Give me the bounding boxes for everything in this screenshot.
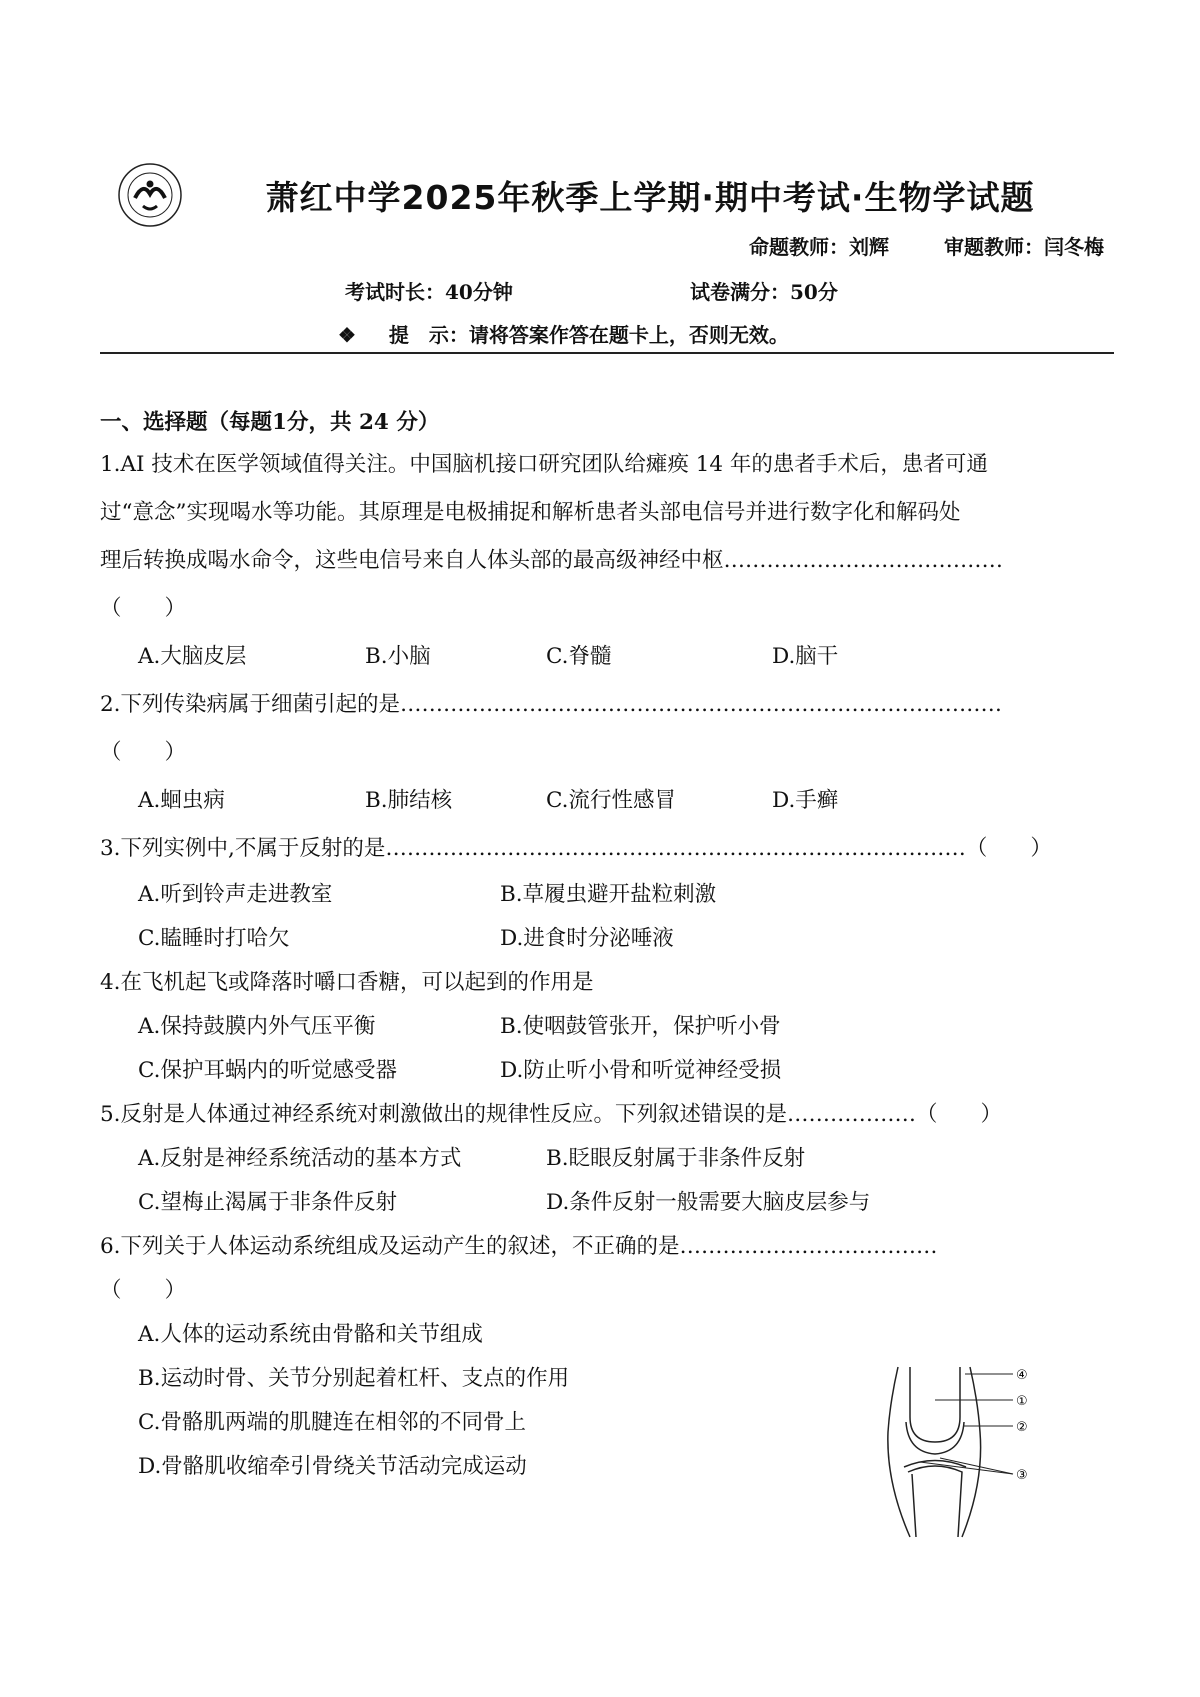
answer-paren: （ ） (100, 596, 187, 621)
upper-bone (910, 1367, 960, 1442)
option-c: C.望梅止渴属于非条件反射 (138, 1190, 398, 1215)
option-c: C.保护耳蜗内的听觉感受器 (138, 1058, 398, 1083)
option-c: C.瞌睡时打哈欠 (138, 926, 290, 951)
option-b: B.肺结核 (365, 788, 453, 813)
option-d: D.骨骼肌收缩牵引骨绕关节活动完成运动 (138, 1454, 527, 1479)
figure-label-2: ② (1016, 1420, 1028, 1435)
option-d: D.进食时分泌唾液 (500, 926, 674, 951)
tip-text: 提 示：请将答案作答在题卡上，否则无效。 (388, 323, 789, 347)
option-a: A.反射是神经系统活动的基本方式 (138, 1146, 462, 1171)
question-text: 过“意念”实现喝水等功能。其原理是电极捕捉和解析患者头部电信号并进行数字化和解码处 (100, 500, 961, 525)
question-2 (100, 681, 1114, 825)
question-4 (100, 961, 1114, 1093)
option-d: D.条件反射一般需要大脑皮层参与 (546, 1190, 871, 1215)
page-title: 萧红中学2025年秋季上学期·期中考试·生物学试题 (265, 178, 1035, 217)
option-b: B.小脑 (365, 644, 431, 669)
figure-label-3: ③ (1016, 1468, 1028, 1483)
lower-bone (908, 1466, 962, 1537)
option-a: A.保持鼓膜内外气压平衡 (138, 1014, 376, 1039)
options-row (100, 1049, 1114, 1093)
option-d: D.手癣 (772, 788, 839, 813)
question-5 (100, 1093, 1114, 1225)
figure-label-1: ① (1016, 1394, 1028, 1409)
question-text: 理后转换成喝水命令，这些电信号来自人体头部的最高级神经中枢………………………………… (100, 548, 1004, 573)
option-c: C.流行性感冒 (546, 788, 677, 813)
options-row (100, 777, 1114, 825)
question-text: 2.下列传染病属于细菌引起的是………………………………………………………………………… (100, 692, 1003, 717)
option-a: A.蛔虫病 (138, 788, 225, 813)
header-divider (100, 352, 1114, 354)
diamond-icon: ❖ (338, 323, 356, 347)
option-a: A.人体的运动系统由骨骼和关节组成 (138, 1322, 483, 1347)
options-row (100, 1313, 1114, 1357)
joint-cartilage-upper (906, 1422, 964, 1454)
options-row (100, 1181, 1114, 1225)
question-text: 4.在飞机起飞或降落时嚼口香糖，可以起到的作用是 (100, 970, 594, 995)
options-row (100, 1005, 1114, 1049)
option-c: C.脊髓 (546, 644, 612, 669)
options-row (100, 873, 1114, 917)
question-1 (100, 441, 1114, 681)
question-text: 6.下列关于人体运动系统组成及运动产生的叙述，不正确的是……………………………… (100, 1234, 938, 1259)
option-d: D.脑干 (772, 644, 839, 669)
teacher-info (701, 231, 1104, 260)
option-b: B.草履虫避开盐粒刺激 (500, 882, 717, 907)
setter-label: 命题教师：刘辉 (749, 235, 890, 259)
option-b: B.眨眼反射属于非条件反射 (546, 1146, 806, 1171)
answer-paren: （ ） (100, 1278, 187, 1303)
option-b: B.使咽鼓管张开，保护听小骨 (500, 1014, 781, 1039)
option-b: B.运动时骨、关节分别起着杠杆、支点的作用 (138, 1366, 570, 1391)
tip-line (338, 319, 789, 348)
question-text: 3.下列实例中,不属于反射的是………………………………………………………………………（ ） (100, 836, 1052, 861)
capsule-right-line (962, 1367, 981, 1537)
duration-label: 考试时长：40分钟 (345, 280, 513, 304)
option-a: A.大脑皮层 (138, 644, 247, 669)
question-area (100, 405, 1114, 1489)
section-title: 一、选择题（每题1分，共 24 分） (100, 410, 440, 435)
knee-joint-diagram (880, 1362, 1040, 1542)
options-row (100, 917, 1114, 961)
full-score-label: 试卷满分：50分 (690, 280, 838, 304)
figure-label-4: ④ (1016, 1368, 1028, 1383)
options-row (100, 633, 1114, 681)
question-text: 1.AI 技术在医学领域值得关注。中国脑机接口研究团队给瘫痪 14 年的患者手术后，患者可通 (100, 452, 988, 477)
answer-paren: （ ） (100, 740, 187, 765)
option-a: A.听到铃声走进教室 (138, 882, 333, 907)
option-c: C.骨骼肌两端的肌腱连在相邻的不同骨上 (138, 1410, 527, 1435)
capsule-left-line (888, 1367, 910, 1537)
options-row (100, 1137, 1114, 1181)
reviewer-label: 审题教师：闫冬梅 (944, 235, 1104, 259)
question-text: 5.反射是人体通过神经系统对刺激做出的规律性反应。下列叙述错误的是………………（ ） (100, 1102, 1003, 1127)
question-3 (100, 825, 1114, 961)
option-d: D.防止听小骨和听觉神经受损 (500, 1058, 782, 1083)
